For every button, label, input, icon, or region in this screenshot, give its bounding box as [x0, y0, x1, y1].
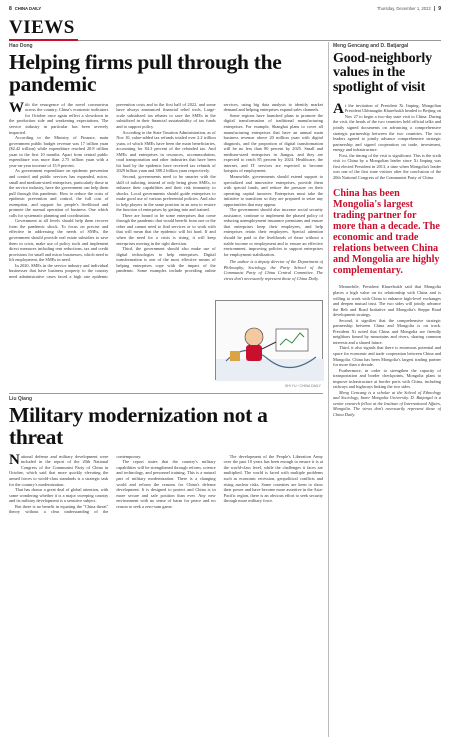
- page-separator: |: [433, 5, 436, 12]
- article-paragraph: There are bound to be some enterprises that come through the pandemic that would benefit from one or the other and cannot need to find services or to work with that will mean that the epidemic will hit hard. If and when the need for a crisis is rising, it will keep enterprises moving in the right direction.: [116, 212, 216, 246]
- article-body-continued: [333, 284, 441, 684]
- article-paragraph: National defense and military development were included in the report of the 20th National Congress of the Communist Party of China in October, which said that more quickly elevating the armed forces to world-class standards is a strategic task for the country's modernization.: [9, 453, 109, 487]
- article-paragraph: At the invitation of President Xi Jinping, Mongolian President Ukhnaagiin Khurelsukh headed to Beijing on Nov 27 to begin a two-day state visit to China. During the visit, the heads of the two countries held official talks and jointly signed documents on advancing a comprehensive strategic partnership between the two countries. The two leaders agreed to jointly advance comprehensive strategic partnership and signed cooperation on trade, investment, energy and infrastructure.: [333, 100, 441, 153]
- cartoon-drawing: [216, 301, 324, 381]
- article-paragraph: But there is no benefit in equating the "China threat" theory without a clear understanding of the contemporary.: [9, 453, 142, 515]
- article-paragraph: Government at all levels should help them recover from the pandemic shock. To focus on precise and effective in addressing the needs of SMEs, the government should provide real estate subsidies to save them in crisis, make use of policy tools and implement direct measures including rent reductions, tax and credit provisions for small and micro businesses, which need to lift employment, the SMEs in need.: [9, 218, 109, 263]
- author-bio: Meng Gencang is a scholar at the School of Ethnology and Sociology, Inner Mongolia University. D. Batjargal is a senior research fellow at the Institute of International Affairs, Mongolia. The views don't necessarily represent those of China Daily.: [333, 389, 441, 418]
- section-title: VIEWS: [9, 17, 75, 38]
- issue-date: Thursday, December 1, 2022: [376, 6, 431, 11]
- article-paragraph: With the resurgence of the novel coronavirus across the country, China's economic indicators for October once again reflect a slowdown in the production side and weakening expectations. The service industry in particular has been severely impacted.: [9, 101, 109, 135]
- pull-quote: China has been Mongolia's largest trading partner for more than a decade. The economic and trade relations between China and Mongolia are highly complementary.: [333, 188, 440, 277]
- article-paragraph: According to the State Taxation Administration, as of Nov 10, value-added tax refunds totaled over 2.2 trillion yuan, of which SMEs have been the main beneficiaries, accounting for 84.3 percent of the refunded tax. And SMEs and enterprises in resources, accommodation, road transportation and other industries that have been hit hard by the epidemic have received tax refunds of 2029 billion yuan and 388.2 billion yuan respectively.: [116, 129, 216, 174]
- article-paragraph: Meanwhile, President Khurelsukh said that Mongolia places a high value on its relationship with China and is willing to work with China to enhance high-level exchanges and deepen mutual trust. The two sides will jointly advance the Belt and Road Initiative and Mongolia's Steppe Road development strategy.: [333, 284, 441, 318]
- article-paragraph: According to the Ministry of Finance, main government public budget revenue was 17 trillion yuan ($2.42 trillion) while expenditure reached 20.8 trillion yuan in the first 10 months. Apart from central public expenditure was more than 2.75 trillion yuan with a year-on-year increase of 15.9 percent.: [9, 135, 109, 168]
- page-number-left: 8: [9, 5, 12, 12]
- article-paragraph: Third, the government should also make use of digital technologies to help enterprises. Digital transformation is one of the most effective means of helping enterprises cope with the impact of the pandemic. Some examples include providing online services, using big data analysis to identify market demand and helping enterprises expand sales channels.: [116, 101, 323, 274]
- publication-logo: CHINA DAILY: [14, 6, 42, 11]
- article-byline: Meng Gencang and D. Batjargal: [333, 43, 409, 49]
- article-military: [9, 395, 323, 747]
- article-byline: Liu Qiang: [9, 396, 33, 402]
- masthead: [9, 4, 441, 13]
- article-paragraph: As government expenditure on epidemic prevention and control and public services has expanded, micro, small and medium-sized enterprises, particularly those in the service industry, have the government can help them pull through this pandemic. How to reduce the costs of epidemic prevention and control, the full cost of exemption, and support for people's livelihood and promote the normal operation of business. One which calls for systematic planning and coordination.: [9, 168, 109, 218]
- article-paragraph: The development of the People's Liberation Army over the past 10 years has been enough to ensure it is at the world-class level, while the challenges it faces are multiplied. The world is faced with multiple problems such as economic recession, geopolitical conflicts and rising nuclear risks. Some countries are keen to show their power and have become more assertive in the Asia-Pacific region, there is an obvious effort to seek security through more military force.: [223, 453, 323, 504]
- article-paragraph: The government should also increase social security assistance, continue to implement the phased policy of reducing unemployment insurance premiums and ensure that enterprises keep their employees, and help enterprises retain their employees. Special attention should be paid to the livelihoods of those without a stable income or employment and to ensure an effective environment, improving policies to support enterprises for employment stabilization.: [223, 207, 323, 257]
- article-paragraph: The report states that the country's military capabilities will be strengthened through reform, science and technology, and personnel training. This is a natural part of military modernization. There is a changing world and reform the reasons for China's defense development. It is designed to protect and China is in more secure and safe position than ever. Any new environment with no sense of harm for peace and no reason to seek a zero-sum game.: [116, 459, 216, 509]
- article-paragraph: Some regions have launched plans to promote the digital transformation of traditional manufacturing enterprises. For example, Shanghai plans to cover all manufacturing enterprises that have an annual main business revenue above 20 million yuan with digital diagnosis, and the proportion of digital transformation will be no less than 80 percent by 2025. Small and medium-sized enterprises in Jiangsu, and they are expected to reach 85 percent by 2024. Healthcare, the internet, and IT services are expected to become hotspots of employment.: [223, 112, 323, 174]
- cartoon-panel: [215, 300, 323, 380]
- article-paragraph: Third, it also signals that there is enormous potential and space for economic and trade cooperation between China and Mongolia. China has been Mongolia's largest trading partner for more than a decade.: [333, 345, 441, 368]
- article-mongolia-visit: [333, 42, 441, 684]
- article-headline: Helping firms pull through the pandemic: [9, 50, 282, 96]
- cartoon-credit: SHI YU / CHINA DAILY: [284, 384, 321, 388]
- article-headline: Military modernization not a threat: [9, 403, 268, 449]
- article-paragraph: Second, it signifies that the comprehensive strategic partnership between China and Mongolia is on track. President Xi noted that China and Mongolia are friendly neighbors bound by mountains and rivers, sharing common interests and a shared future.: [333, 317, 441, 345]
- article-paragraph: Furthermore, in order to strengthen the capacity of transportation and border checkpoints, Mongolia plans to improve infrastructure at border ports with China, including railways and highways linking the two sides.: [333, 367, 441, 390]
- article-paragraph: First, the timing of the visit is significant. This is the sixth visit to China by a Mongolian leader since Xi Jinping was first elected President in 2013, a time when Mongolia's leader was one of the first state visitors after the conclusion of the 20th National Congress of the Communist Party of China.: [333, 152, 441, 180]
- author-bio: The author is a deputy director of the Department of Philosophy, Sociology, the Party School of the Communist Party of China Central Committee. The views don't necessarily represent those of China Daily.: [223, 259, 323, 281]
- section-rule: [78, 40, 441, 41]
- cartoon-illustration: [9, 300, 323, 388]
- article-headline: Good-neighborly values in the spotlight of visit: [333, 51, 432, 95]
- column-divider: [328, 42, 329, 737]
- article-body: [333, 100, 441, 181]
- article-body: [9, 454, 323, 747]
- article-paragraph: In 2020, SMEs in the service industry and individual businesses that have business property to the country need administrative cases faced a high rate epidemic prevention costs and in the first half of 2022, and some have always announced financial relief tools, Large-scale subsidized tax rebates to save the SMEs in the subsidized in their financial sustainability of tax funds and to support policy.: [9, 101, 216, 279]
- section-accent-rule: [9, 39, 78, 41]
- article-byline: Hao Dong: [9, 43, 33, 49]
- article-paragraph: Second, governments need to be smarter with the skill of tailoring, instead of only being given SMEs, to enhance their capabilities and their risk immunity to shocks. Local governments should guide enterprises to make good use of various preferential policies. And also to help players in the same position in an area to restore the function of enterprises by getting into and trained.: [116, 173, 216, 213]
- article-divider: [9, 393, 323, 394]
- article-paragraph: Meanwhile, governments should extend support to specialized and innovative enterprises, provide them with special funds, and reduce the pressure on their operating capital turnover. Enterprises must take the initiative to transform so they are prepared to seize any opportunities that may appear.: [223, 173, 323, 207]
- article-paragraph: That has drawn a great deal of global attention, with some wondering whether it is a major sweeping country and its military development is a sensitive subject.: [9, 487, 109, 504]
- page-number-right: 9: [438, 5, 441, 12]
